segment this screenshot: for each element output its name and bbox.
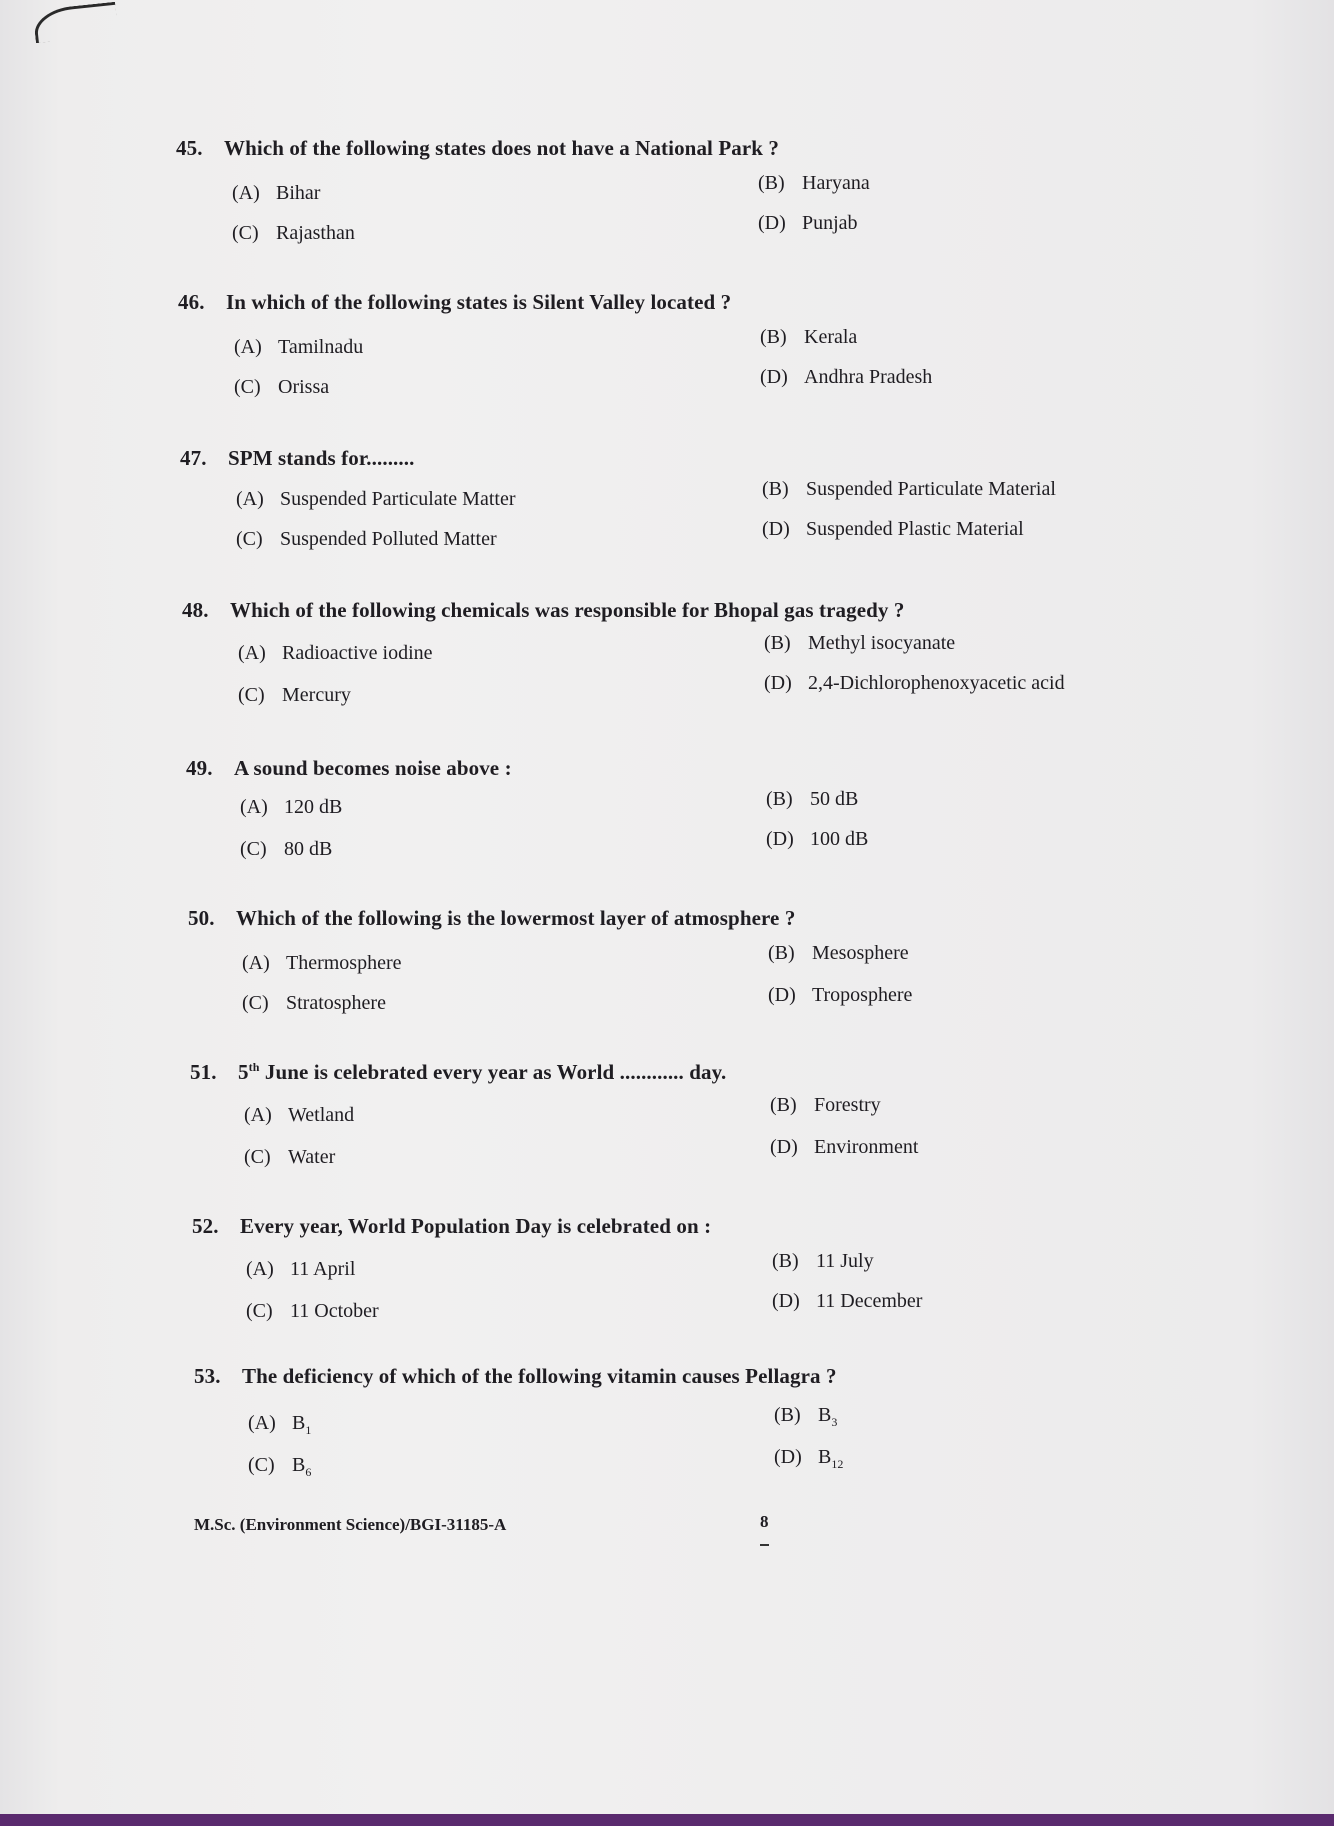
question-title: 52. Every year, World Population Day is celebrated on :	[192, 1214, 712, 1238]
question-53	[194, 1364, 837, 1389]
option-a: (A) Wetland	[244, 1104, 355, 1126]
option-b: (B) Kerala	[760, 326, 858, 348]
option-d: (D) Troposphere	[768, 984, 913, 1006]
option-c: (C) Suspended Polluted Matter	[236, 528, 497, 550]
option-c: (C) Water	[244, 1146, 336, 1168]
option-a: (A) Tamilnadu	[234, 336, 364, 358]
question-45	[176, 136, 779, 161]
page-number: 8	[760, 1512, 769, 1531]
question-52	[192, 1214, 711, 1239]
question-48	[182, 598, 904, 623]
option-b: (B) Methyl isocyanate	[764, 632, 956, 654]
question-46	[178, 290, 731, 315]
option-a: (A) Suspended Particulate Matter	[236, 488, 516, 510]
question-49	[186, 756, 512, 781]
page-number-underline	[760, 1544, 769, 1546]
option-b: (B) Mesosphere	[768, 942, 909, 964]
option-b: (B) Suspended Particulate Material	[762, 478, 1056, 500]
option-a: (A) Bihar	[232, 182, 321, 204]
option-c: (C) 11 October	[246, 1300, 379, 1322]
question-title: 49. A sound becomes noise above :	[186, 756, 512, 780]
question-title: 53. The deficiency of which of the following vitamin causes Pellagra ?	[194, 1364, 837, 1388]
question-title: 47. SPM stands for.........	[180, 446, 415, 470]
option-a: (A) 11 April	[246, 1258, 356, 1280]
option-d: (D) 11 December	[772, 1290, 923, 1312]
question-title: 46. In which of the following states is Silent Valley located ?	[178, 290, 732, 314]
option-b: (B) 11 July	[772, 1250, 874, 1272]
option-d: (D) Suspended Plastic Material	[762, 518, 1024, 540]
option-d: (D) Environment	[770, 1136, 919, 1158]
scan-bottom-edge	[0, 1814, 1334, 1826]
option-c: (C) 80 dB	[240, 838, 333, 860]
option-a: (A) Radioactive iodine	[238, 642, 433, 664]
question-title: 48. Which of the following chemicals was responsible for Bhopal gas tragedy ?	[182, 598, 905, 622]
option-c: (C) Mercury	[238, 684, 351, 706]
option-c: (C) $B_6$	[248, 1454, 312, 1479]
option-d: (D) Punjab	[758, 212, 858, 234]
option-b: (B) $B_3$	[774, 1404, 838, 1429]
option-d: (D) 2,4-Dichlorophenoxyacetic acid	[764, 672, 1065, 694]
question-51	[190, 1060, 726, 1085]
option-c: (C) Rajasthan	[232, 222, 355, 244]
option-c: (C) Stratosphere	[242, 992, 386, 1014]
option-b: (B) 50 dB	[766, 788, 859, 810]
question-50	[188, 906, 795, 931]
question-title: 51. 5th June is celebrated every year as World ............ day.	[190, 1060, 727, 1084]
option-b: (B) Haryana	[758, 172, 870, 194]
option-a: (A) $B_1$	[248, 1412, 312, 1437]
question-title: 45. Which of the following states does not have a National Park ?	[176, 136, 780, 160]
option-a: (A) 120 dB	[240, 796, 343, 818]
footer-paper-code: M.Sc. (Environment Science)/BGI-31185-A	[194, 1515, 507, 1534]
option-b: (B) Forestry	[770, 1094, 881, 1116]
option-c: (C) Orissa	[234, 376, 330, 398]
question-47	[180, 446, 414, 471]
option-a: (A) Thermosphere	[242, 952, 402, 974]
option-d: (D) $B_{12}$	[774, 1446, 844, 1471]
question-title: 50. Which of the following is the lowermost layer of atmosphere ?	[188, 906, 796, 930]
option-d: (D) Andhra Pradesh	[760, 366, 933, 388]
option-d: (D) 100 dB	[766, 828, 869, 850]
